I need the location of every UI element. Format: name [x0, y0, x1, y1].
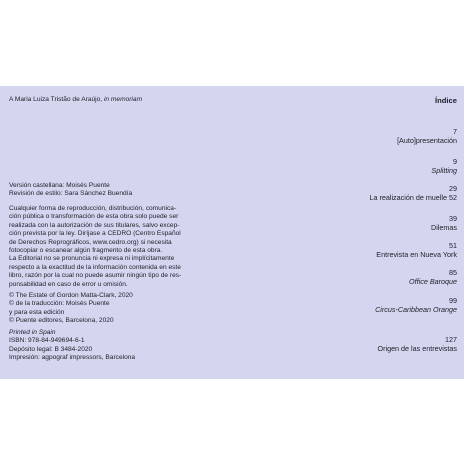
- toc-page-number: 51: [449, 241, 457, 250]
- toc-page-number: 9: [453, 157, 457, 166]
- copyright-notice: [9, 292, 229, 326]
- toc-title: Office Baroque: [409, 277, 457, 286]
- toc-title: Circus-Caribbean Orange: [375, 305, 457, 314]
- toc-page-number: 127: [445, 335, 457, 344]
- legal-line: fotocopiar o escanear algún fragmento de esta obra.: [9, 247, 163, 255]
- toc-entry: [277, 157, 457, 175]
- legal-line: ción prevista por la ley. Diríjase a CEDRO (Centro Español: [9, 230, 181, 238]
- book-spread: [0, 86, 464, 379]
- legal-line: libro, razón por la cual no puede asumir ningún tipo de res-: [9, 272, 182, 280]
- legal-line: respecto a la exactitud de la información contenida en este: [9, 263, 181, 271]
- legal-notice: [9, 205, 229, 289]
- copyright-line: © de la traducción: Moisés Puente: [9, 300, 110, 308]
- toc-entry: [277, 241, 457, 259]
- toc-title: Dilemas: [431, 223, 457, 232]
- toc-title: Entrevista en Nueva York: [376, 250, 457, 259]
- toc-page-number: 29: [449, 184, 457, 193]
- toc-title: Origen de las entrevistas: [377, 344, 457, 353]
- legal-line: realizada con la autorización de sus titulares, salvo excep-: [9, 221, 180, 229]
- copyright-line: y para esta edición: [9, 308, 65, 316]
- isbn: ISBN: 978-84-949694-6-1: [9, 337, 85, 345]
- copyright-line: © The Estate of Gordon Matta-Clark, 2020: [9, 292, 133, 299]
- printed-in: Printed in Spain: [9, 329, 56, 336]
- copyright-line: © Puente editores, Barcelona, 2020: [9, 317, 114, 325]
- toc-title: Splitting: [431, 166, 457, 175]
- printer: Impresión: agpograf impressors, Barcelona: [9, 354, 136, 362]
- translation-credit: Versión castellana: Moisés Puente: [9, 182, 110, 189]
- legal-line: ción pública o transformación de esta obra solo puede ser: [9, 213, 179, 221]
- index-title: Índice: [435, 96, 457, 105]
- legal-line: La Editorial no se pronuncia ni expresa ni implícitamente: [9, 255, 175, 263]
- toc-entry: [277, 335, 457, 353]
- toc-page-number: 85: [449, 268, 457, 277]
- legal-line: ponsabilidad en caso de error u omisión.: [9, 280, 128, 288]
- printing-info: [9, 329, 229, 363]
- dedication-text: A Maria Luiza Tristão de Araújo,: [9, 96, 103, 103]
- toc-page-number: 39: [449, 214, 457, 223]
- toc-entry: [277, 296, 457, 314]
- legal-line: de Derechos Reprográficos, www.cedro.org) si necesita: [9, 238, 172, 246]
- toc-entry: [277, 268, 457, 286]
- toc-entry: [277, 214, 457, 232]
- dedication: [9, 96, 142, 104]
- translation-credits: [9, 182, 229, 199]
- revision-credit: Revisión de estilo: Sara Sánchez Buendía: [9, 190, 133, 198]
- toc-entry: [277, 184, 457, 202]
- toc-entry: [277, 127, 457, 145]
- toc-title: La realización de muelle 52: [369, 193, 457, 202]
- toc-page-number: 99: [449, 296, 457, 305]
- legal-deposit: Depósito legal: B 3484-2020: [9, 345, 93, 353]
- toc-title: [Auto]presentación: [397, 136, 457, 145]
- legal-line: Cualquier forma de reproducción, distribución, comunica-: [9, 205, 177, 212]
- toc-page-number: 7: [453, 127, 457, 136]
- dedication-italic: in memoriam: [103, 96, 143, 103]
